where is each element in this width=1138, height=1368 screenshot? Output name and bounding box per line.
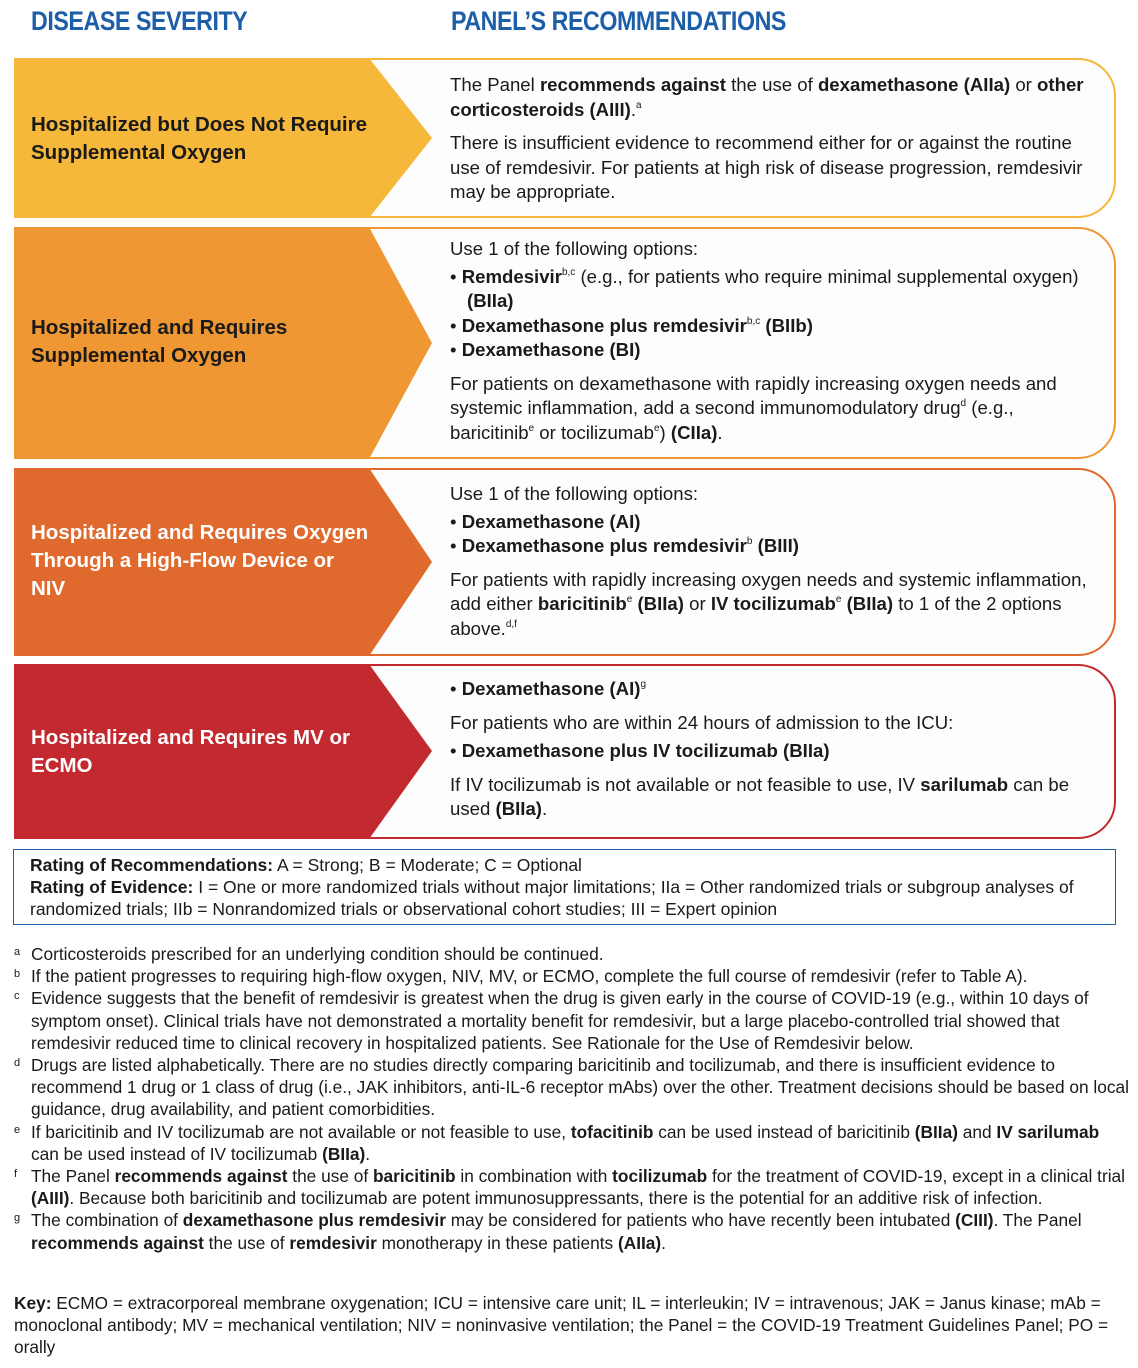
severity-label-1: Hospitalized but Does Not Require Supplemental Oxygen [31, 113, 367, 164]
recommendation-text-1: The Panel recommends against the use of dexamethasone (AIIa) or other corticosteroids (AIII).$^a$ There is insufficient evidence to recommend either for or against the routine use of remdesivir. For patients at high risk of disease progression, remdesivir may be appropriate. [450, 74, 1084, 202]
recommendation-text-3: Use 1 of the following options: • Dexamethasone (AI) • Dexamethasone plus remdesivir$^b$ (BIII) For patients with rapidly increasing oxygen needs and systemic inflammation, add either baricitinib$^e$ (BIIa) or IV tocilizumab$^e$ (BIIa) to 1 of the 2 options above.$^{d,f}$ [450, 483, 1087, 639]
recommendation-text-2: Use 1 of the following options: • Remdesivir$^{b,c}$ (e.g., for patients who require minimal supplemental oxygen) (BIIa) • Dexamethasone plus remdesivir$^{b,c}$ (BIIb) • Dexamethasone (BI) For patients on dexamethasone with rapidly increasing oxygen needs and systemic inflammation, add a second immunomodulatory drug$^d$ (e.g., baricitinib$^e$ or tocilizumab$^e$) (CIIa). [450, 238, 1079, 443]
severity-label-2: Hospitalized and Requires Supplemental Oxygen [31, 316, 288, 367]
rating-legend-box: Rating of Recommendations: A = Strong; B = Moderate; C = Optional Rating of Evidence: I = One or more randomized trials without major limitations; IIa = Other randomized trials or subgroup analyses of randomized trials; IIb = Nonrandomized trials or observational cohort studies; III = Expert opinion [13, 849, 1116, 925]
footnote-d: d Drugs are listed alphabetically. There are no studies directly comparing baricitinib and tocilizumab, and there is insufficient evidence to recommend 1 drug or 1 class of drug (i.e., JAK inhibitors, anti-IL-6 receptor mAbs) over the other. Treatment decisions should be based on local guidance, drug availability, and patient comorbidities. [14, 1055, 1129, 1120]
header-recommendations: PANEL’S RECOMMENDATIONS [451, 6, 786, 36]
severity-row-1 [0, 58, 1138, 218]
header-disease-severity: DISEASE SEVERITY [31, 6, 248, 36]
footnotes [14, 943, 1130, 1254]
severity-row-2 [0, 227, 1138, 459]
recommendation-text-4: • Dexamethasone (AI)$^g$ For patients who are within 24 hours of admission to the ICU: • Dexamethasone plus IV tocilizumab (BIIa) If IV tocilizumab is not available or not feasible to use, IV sarilumab can be used (BIIa). [450, 678, 1070, 819]
abbreviation-key: Key: ECMO = extracorporeal membrane oxygenation; ICU = intensive care unit; IL = interleukin; IV = intravenous; JAK = Janus kinase; mAb = monoclonal antibody; MV = mechanical ventilation; NIV = noninvasive ventilation; the Panel = the COVID-19 Treatment Guidelines Panel; PO = orally [14, 1293, 1109, 1358]
footnote-g: g The combination of dexamethasone plus remdesivir may be considered for patients who have recently been intubated (CIII). The Panel recommends against the use of remdesivir monotherapy in these patients (AIIa). [14, 1210, 1082, 1253]
footnote-f: f The Panel recommends against the use of baricitinib in combination with tocilizumab for the treatment of COVID-19, except in a clinical trial (AIII). Because both baricitinib and tocilizumab are potent immunosuppressants, there is the potential for an additive risk of infection. [14, 1166, 1126, 1209]
severity-label-4: Hospitalized and Requires MV or ECMO [31, 726, 350, 777]
severity-label-3: Hospitalized and Requires Oxygen Through a High-Flow Device or NIV [31, 521, 369, 600]
footnote-e: e If baricitinib and IV tocilizumab are not available or not feasible to use, tofacitinib can be used instead of baricitinib (BIIa) and IV sarilumab can be used instead of IV tocilizumab (BIIa). [14, 1121, 1100, 1164]
severity-row-4 [0, 664, 1138, 839]
severity-row-3 [0, 468, 1138, 656]
footnote-c: c Evidence suggests that the benefit of remdesivir is greatest when the drug is given early in the course of COVID-19 (e.g., within 10 days of symptom onset). Clinical trials have not demonstrated a mortality benefit for remdesivir, but a large placebo-controlled trial showed that remdesivir reduced time to clinical recovery in hospitalized patients. See Rationale for the Use of Remdesivir below. [14, 988, 1089, 1053]
footnote-a: a Corticosteroids prescribed for an underlying condition should be continued. [14, 944, 604, 964]
footnote-b: b If the patient progresses to requiring high-flow oxygen, NIV, MV, or ECMO, complete the full course of remdesivir (refer to Table A). [14, 966, 1028, 987]
